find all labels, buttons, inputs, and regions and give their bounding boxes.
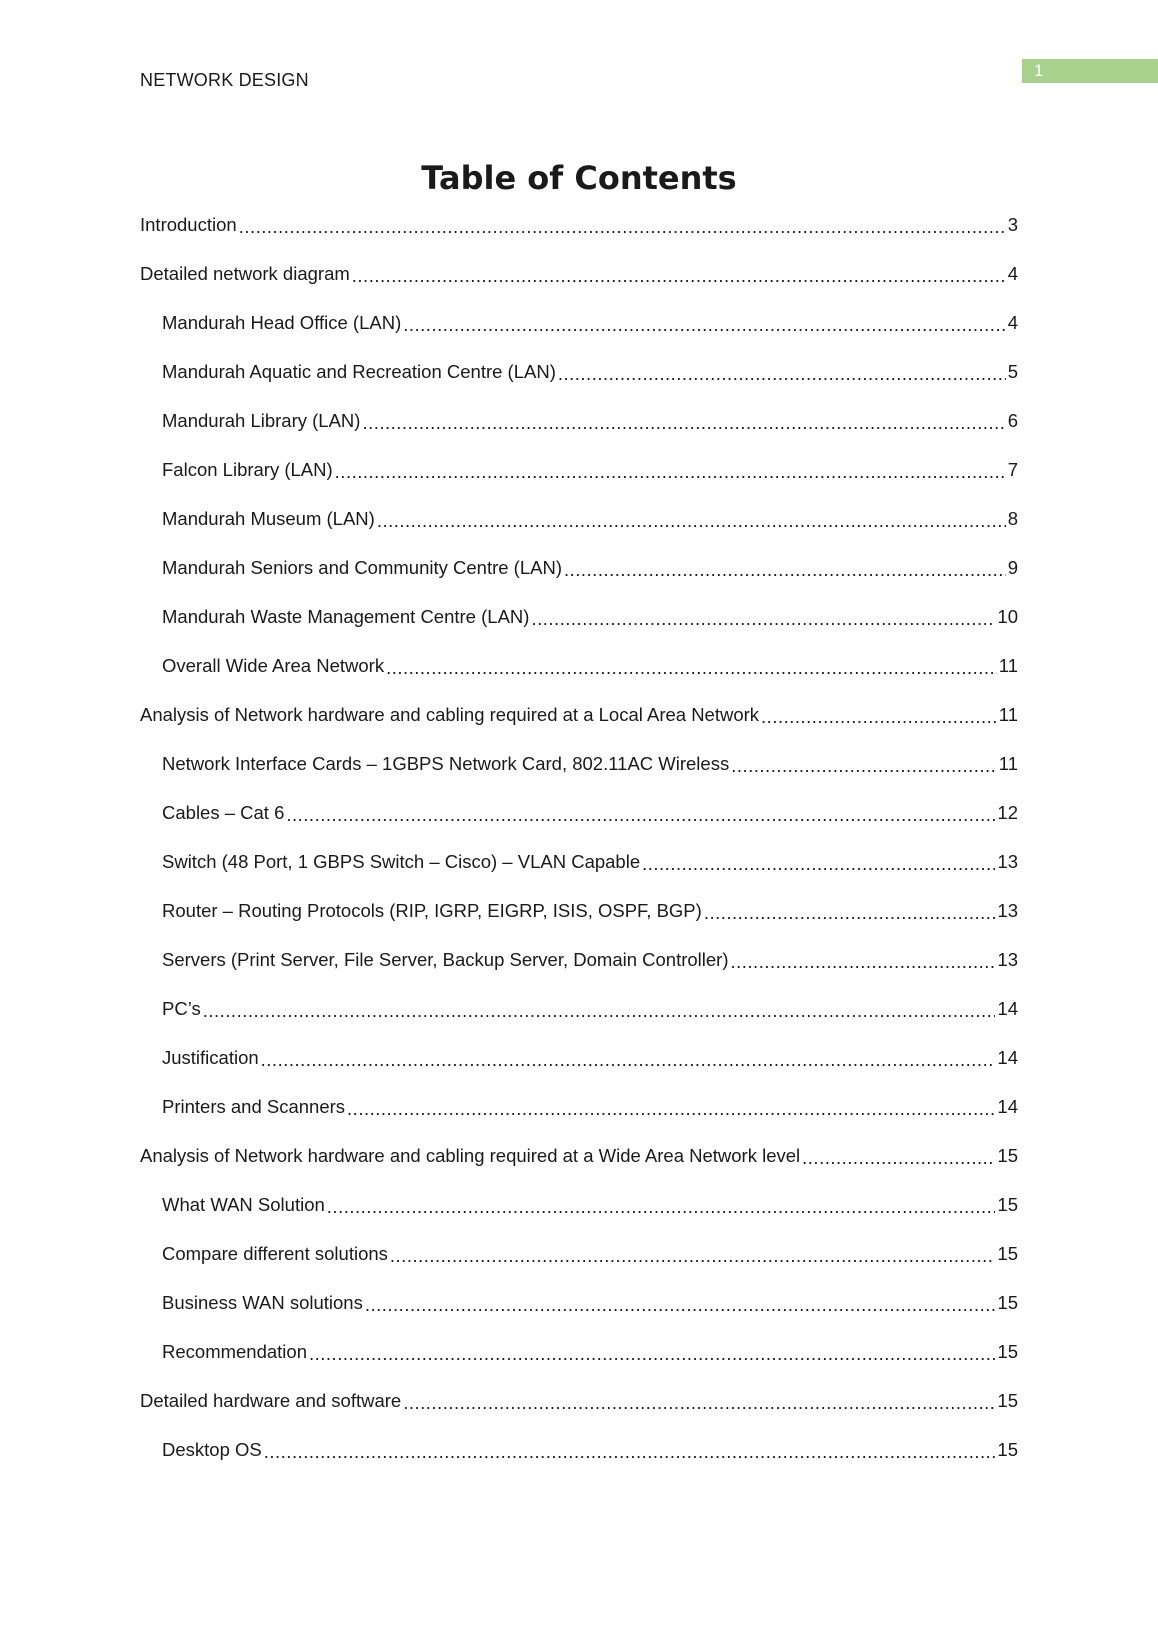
toc-dot-leader bbox=[731, 951, 996, 973]
toc-dot-leader bbox=[704, 902, 996, 924]
toc-dot-leader bbox=[802, 1147, 995, 1169]
toc-entry-title: What WAN Solution bbox=[162, 1193, 325, 1215]
toc-entry-page-number: 15 bbox=[997, 1144, 1018, 1166]
toc-entry-title: Justification bbox=[162, 1046, 259, 1068]
toc-dot-leader bbox=[403, 1392, 995, 1414]
toc-entry-title: Mandurah Waste Management Centre (LAN) bbox=[162, 605, 530, 627]
toc-entry-page-number: 7 bbox=[1007, 458, 1018, 480]
toc-entry-page-number: 3 bbox=[1007, 213, 1018, 235]
toc-entry[interactable] bbox=[140, 788, 1018, 837]
toc-dot-leader bbox=[327, 1196, 996, 1218]
toc-entry-title: Analysis of Network hardware and cabling required at a Local Area Network bbox=[140, 703, 760, 725]
toc-entry-title: Mandurah Aquatic and Recreation Centre (LAN) bbox=[162, 360, 556, 382]
toc-entry[interactable] bbox=[140, 837, 1018, 886]
toc-entry[interactable] bbox=[140, 347, 1018, 396]
toc-entry-title: Detailed network diagram bbox=[140, 262, 350, 284]
toc-entry-page-number: 13 bbox=[997, 899, 1018, 921]
toc-dot-leader bbox=[365, 1294, 996, 1316]
toc-entry-page-number: 5 bbox=[1007, 360, 1018, 382]
toc-entry[interactable] bbox=[140, 886, 1018, 935]
toc-entry-title: Analysis of Network hardware and cabling required at a Wide Area Network level bbox=[140, 1144, 801, 1166]
toc-entry-title: Recommendation bbox=[162, 1340, 307, 1362]
toc-entry-title: Desktop OS bbox=[162, 1438, 262, 1460]
toc-entry-title: Overall Wide Area Network bbox=[162, 654, 385, 676]
toc-entry[interactable] bbox=[140, 1278, 1018, 1327]
toc-dot-leader bbox=[203, 1000, 996, 1022]
toc-entry[interactable] bbox=[140, 200, 1018, 249]
toc-entry-page-number: 15 bbox=[997, 1340, 1018, 1362]
toc-entry[interactable] bbox=[140, 298, 1018, 347]
toc-entry-title: Network Interface Cards – 1GBPS Network Card, 802.11AC Wireless bbox=[162, 752, 730, 774]
toc-entry-page-number: 14 bbox=[997, 997, 1018, 1019]
toc-entry-title: Mandurah Head Office (LAN) bbox=[162, 311, 402, 333]
toc-entry-page-number: 15 bbox=[997, 1438, 1018, 1460]
toc-entry-page-number: 13 bbox=[997, 850, 1018, 872]
toc-entry[interactable] bbox=[140, 935, 1018, 984]
toc-dot-leader bbox=[264, 1441, 996, 1463]
toc-entry-title: Router – Routing Protocols (RIP, IGRP, EIGRP, ISIS, OSPF, BGP) bbox=[162, 899, 702, 921]
toc-entry[interactable] bbox=[140, 1229, 1018, 1278]
toc-entry[interactable] bbox=[140, 641, 1018, 690]
toc-entry[interactable] bbox=[140, 249, 1018, 298]
toc-entry[interactable] bbox=[140, 494, 1018, 543]
toc-dot-leader bbox=[390, 1245, 996, 1267]
toc-dot-leader bbox=[239, 216, 1006, 238]
toc-entry-title: Business WAN solutions bbox=[162, 1291, 363, 1313]
toc-entry[interactable] bbox=[140, 1131, 1018, 1180]
toc-dot-leader bbox=[362, 412, 1005, 434]
toc-dot-leader bbox=[347, 1098, 995, 1120]
toc-entry-page-number: 8 bbox=[1007, 507, 1018, 529]
toc-entry[interactable] bbox=[140, 739, 1018, 788]
toc-dot-leader bbox=[761, 706, 997, 728]
toc-entry[interactable] bbox=[140, 592, 1018, 641]
toc-dot-leader bbox=[531, 608, 995, 630]
toc-entry-title: Mandurah Library (LAN) bbox=[162, 409, 361, 431]
toc-entry[interactable] bbox=[140, 1327, 1018, 1376]
toc-entry-page-number: 15 bbox=[997, 1389, 1018, 1411]
toc-entry-title: Mandurah Museum (LAN) bbox=[162, 507, 375, 529]
toc-entry-page-number: 4 bbox=[1007, 311, 1018, 333]
toc-entry[interactable] bbox=[140, 1082, 1018, 1131]
toc-dot-leader bbox=[564, 559, 1006, 581]
toc-dot-leader bbox=[309, 1343, 995, 1365]
toc-dot-leader bbox=[642, 853, 995, 875]
toc-entry-title: Switch (48 Port, 1 GBPS Switch – Cisco) – VLAN Capable bbox=[162, 850, 641, 872]
toc-dot-leader bbox=[386, 657, 997, 679]
table-of-contents bbox=[140, 200, 1018, 1474]
toc-entry[interactable] bbox=[140, 984, 1018, 1033]
toc-dot-leader bbox=[377, 510, 1006, 532]
toc-entry-page-number: 11 bbox=[998, 703, 1018, 725]
toc-entry-title: Falcon Library (LAN) bbox=[162, 458, 333, 480]
toc-entry[interactable] bbox=[140, 1033, 1018, 1082]
toc-entry-page-number: 10 bbox=[997, 605, 1018, 627]
toc-entry-page-number: 12 bbox=[997, 801, 1018, 823]
toc-entry-page-number: 11 bbox=[998, 654, 1018, 676]
page-number-badge: 1 bbox=[1022, 59, 1158, 83]
toc-entry-page-number: 13 bbox=[997, 948, 1018, 970]
toc-entry-page-number: 15 bbox=[997, 1193, 1018, 1215]
running-header: NETWORK DESIGN bbox=[140, 70, 309, 90]
toc-entry[interactable] bbox=[140, 690, 1018, 739]
toc-dot-leader bbox=[261, 1049, 996, 1071]
toc-dot-leader bbox=[403, 314, 1005, 336]
toc-entry-title: Servers (Print Server, File Server, Backup Server, Domain Controller) bbox=[162, 948, 729, 970]
toc-entry-title: Printers and Scanners bbox=[162, 1095, 346, 1117]
toc-entry-page-number: 9 bbox=[1007, 556, 1018, 578]
toc-dot-leader bbox=[558, 363, 1006, 385]
toc-entry-page-number: 15 bbox=[997, 1242, 1018, 1264]
toc-entry-title: Detailed hardware and software bbox=[140, 1389, 402, 1411]
toc-entry-page-number: 15 bbox=[997, 1291, 1018, 1313]
toc-entry-title: Compare different solutions bbox=[162, 1242, 388, 1264]
toc-dot-leader bbox=[731, 755, 997, 777]
toc-entry-title: Mandurah Seniors and Community Centre (LAN) bbox=[162, 556, 562, 578]
toc-entry-title: PC’s bbox=[162, 997, 201, 1019]
toc-entry[interactable] bbox=[140, 1180, 1018, 1229]
toc-dot-leader bbox=[352, 265, 1006, 287]
toc-entry[interactable] bbox=[140, 543, 1018, 592]
toc-heading: Table of Contents bbox=[421, 159, 737, 197]
toc-entry[interactable] bbox=[140, 396, 1018, 445]
toc-entry-page-number: 14 bbox=[997, 1046, 1018, 1068]
toc-dot-leader bbox=[335, 461, 1006, 483]
toc-entry-page-number: 4 bbox=[1007, 262, 1018, 284]
toc-entry-page-number: 11 bbox=[998, 752, 1018, 774]
toc-entry[interactable] bbox=[140, 1376, 1018, 1425]
toc-entry-title: Introduction bbox=[140, 213, 237, 235]
toc-entry-page-number: 14 bbox=[997, 1095, 1018, 1117]
toc-entry[interactable] bbox=[140, 445, 1018, 494]
toc-dot-leader bbox=[286, 804, 995, 826]
toc-entry[interactable] bbox=[140, 1425, 1018, 1474]
toc-entry-page-number: 6 bbox=[1007, 409, 1018, 431]
toc-entry-title: Cables – Cat 6 bbox=[162, 801, 285, 823]
